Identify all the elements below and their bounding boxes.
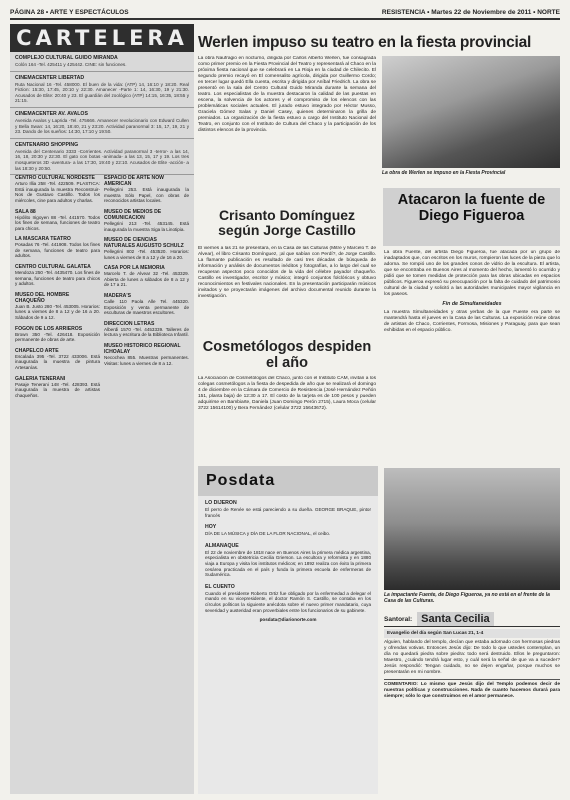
venue-text: Pellegrini 253. Está inaugurada la muestra Sólo Papel, con obras de reconocidos artistas locales. [104, 187, 189, 204]
figueroa-body-block [384, 250, 560, 464]
main-article-body: La obra Naufragio en nocturno, dirigida por Carlos Alberto Werlen, fue consagrada como primer premio en la Fiesta Provincial del Teatro y representará al Chaco en la próxima fiesta nacional que se celebrará en La Rioja en la ciudad de Chilecito. El segundo premio recayó en El comensalito agrícola, dirigida por Guillermo Cordo; en tercer lugar quedó Ella cuenta, escrita y dirigida por Aníbal Friedrich. La obra se presentó en la sala del Centro Cultural Guido Miranda durante la semana del teatro. Los especialistas de la muestra destacaron la calidad de las puestas en escena, la solvencia de los actores y el compromiso de los elencos con las problemáticas sociales actuales. El jurado estuvo integrado por Héctor Musso, Graciela Gómez Salas y Daniel Casey, quienes determinaron la grilla de premiados. La organización de la fiesta estuvo a cargo del Instituto Nacional del Teatro, en conjunto con el Instituto de Cultura del Chaco y la participación de los distintos elencos de la provincia. [198, 56, 376, 133]
gospel-reference: Evangelio del día según San Lucas 21, 1-4 [384, 629, 560, 638]
venue-text: Escalada 395 -Tel. 3722 433006. Está inaugurada la muestra de pintura Artesanías. [15, 353, 100, 370]
posdata-title: Posdata [198, 466, 378, 496]
posdata-box [198, 466, 378, 794]
venue-text: Hipólito Irigoyen 88 -Tel. 441570. Todos los fines de semana, funciones de teatro para chicos. [15, 214, 100, 231]
page-section-label: PÁGINA 28 • ARTE Y ESPECTÁCULOS [10, 8, 129, 16]
santoral-name: Santa Cecilia [417, 612, 493, 626]
cartelera-column [10, 24, 194, 794]
venue-item [15, 292, 100, 321]
cine-text: Avenida Avalos y Laprida -Tel. 475666. Amanecer revolucionario con Edward Cullen y Bella Swan: 14, 16:20, 18:40, 21 y 23:20. Actividad paranormal 3: 15, 17, 19, 21 y 23. Dando de los sueños: 14:30, 17:10 y 19:50. [15, 117, 189, 135]
venue-item [15, 348, 100, 371]
cine-name: CINEMACENTER LIBERTAD [15, 74, 85, 81]
crisanto-body: El viernes a las 21 se presentará, en la Casa de las Culturas (Mitre y Marcelo T. de Alvear), el libro Crisanto Domínguez, ¡al que sabían con Perdí?, de Jorge Castillo. La flamante publicación es resultado de casi tres décadas de búsqueda de información y análisis de documentos inéditos y fotografías, a lo largo del cual se recuperan aspectos poco conocidos de la vida del célebre payador chaqueño. Castillo es investigador, escritor y músico; integró conjuntos folclóricos y obtuvo reconocimientos en festivales nacionales. En la presentación participarán músicos invitados y se proyectarán imágenes del archivo documental reunido durante la investigación. [198, 246, 376, 299]
venue-item [104, 175, 189, 204]
venue-text: Pellegrini 213 -Tel. 453145. Está inaugurada la muestra Siga la Linotipia. [104, 220, 189, 232]
venue-text: Posadas 76 -Tel. 441908. Todos los fines de semana, funciones de teatro para adultos. [15, 242, 100, 259]
venue-text: Arturo Illia 258 -Tel. 422509. PLASTICA: Está inaugurada la muestra Reconstruir-Nos de Gustavo Castillo. Todos los miércoles, cine para adultos y charlas. [15, 181, 100, 203]
cine-text: Colón 164 -Tel. 425411 y 425442. CINE: sin funciones. [15, 62, 127, 67]
venue-text: Juan B. Justo 280 -Tel. 453005. Horarios: lunes a viernes de 8 a 12 y de 16 a 20. Sábados de 9 a 12. [15, 303, 100, 321]
venue-text: Alberdi 1570 -Tel. 4453339. Talleres de lectura y escritura de la Biblioteca Infantil. [104, 326, 189, 338]
venue-text: Mendoza 250 -Tel. 4435470. Los fines de semana, funciones de teatro para chicos y adultos. [15, 270, 100, 287]
cine-text: Ruta Nacional 16 -Tel. 458000. El buen de la vida: (ATP) 14, 16:10 y 18:20. Real Fiction: 15:30, 17:45, 20:10 y 22:30. Amanecer -Parte 1: 14, 16:30, 19 y 21:30. Acusados de Elite: 20:40 y 23. El guardián del zoológico (ATP) 14:15, 16:35, 18:55 y 21:15. [15, 81, 189, 104]
santoral-comment: COMENTARIO: Lo mismo que Jesús dijo del Templo podemos decir de nuestras políticas y construcciones. Nada de cuanto hacemos durará para siempre; sólo lo que construimos en el amor permanece. [384, 679, 560, 700]
venue-item [15, 326, 100, 343]
posdata-quote-section [198, 496, 378, 520]
venue-item [104, 321, 189, 338]
venues-right-column [102, 175, 191, 403]
posdata-email[interactable]: posdata@diarionorte.com [259, 617, 317, 623]
venue-text: Pellegrini 802 -Tel. 453520. Horarios: lunes a viernes de 8 a 12 y de 16 a 20. [104, 249, 189, 260]
venue-item [15, 236, 100, 259]
venue-name: LA MASCARA TEATRO [15, 236, 71, 243]
gospel-text: Alguien, hablando del templo, decían que estaba adornado con hermosas piedras y ofrendas votivas. Entonces Jesús dijo: De todo lo que ustedes contemplan, un día no quedará piedra sobre piedra: todo será destruido. Ellos le preguntaron: Maestro, ¿cuándo tendrá lugar esto, y cuál será la señal de que va a suceder? Jesús respondió: Tengan cuidado, no se dejen engañar, porque muchos se presentarán en mi nombre. [384, 640, 560, 675]
cosmetologos-headline: Cosmetólogos despiden el año [202, 339, 372, 371]
venue-name: MUSEO DEL HOMBRE CHAQUEÑO [15, 291, 70, 304]
cine-name: CINEMACENTER AV. AVALOS [15, 110, 88, 117]
cine-name: COMPLEJO CULTURAL GUIDO MIRANDA [15, 55, 118, 61]
venue-name: DIRECCION LETRAS [104, 320, 155, 327]
posdata-almanaque-text: El 22 de noviembre de 1818 nace en Buenos Aires la primera médica argentina, especialista en obstetricia Cecilia Grierson. La escultora y reformista y en 1880 viaja a Europa y visita los institutos médicos; en 1892 realiza con éxito la primera cesárea practicada en el país y funda la primera escuela de enfermeras de Sudamérica. [205, 549, 371, 578]
figueroa-headline: Atacaron la fuente de Diego Figueroa [397, 192, 546, 224]
cosmetologos-body: La Asociación de Cosmetólogos del Chaco, junto con el Instituto CAM, invitan a los colegas cosmetólogos a la fiesta de despedida de año que se realizará el domingo 4 de diciembre en la Cámara de Comercio de Resistencia (José Hernández Peñón 151, planta baja) de 12:30 a 17. El costo de la tarjeta es de 100 pesos y pueden adquirirse en Bambiarte, Daniela (Juan Domingo Perón 2715), Laura Moca (celular 3722 15614100) y Bera Fernández (celular 3722 15643672). [198, 376, 376, 411]
santoral-header [384, 612, 560, 627]
cine-name: CENTENARIO SHOPPING [15, 141, 79, 148]
page-date-label: RESISTENCIA • Martes 22 de Noviembre de 2011 • NORTE [381, 8, 560, 16]
figueroa-subhead: Fin de Simultaneidades [442, 301, 502, 307]
venue-item [15, 264, 100, 287]
venue-text: Marcelo T. de Alvear 32 -Tel. 453329. Abierta de lunes a sábados de 8 a 12 y de 17 a 21. [104, 271, 189, 288]
figueroa-body: La obra Fuente, del artista Diego Figueroa, fue atacada por un grupo de inadaptados que, con escritos en los muros, rompieron las luces de la pieza que lo adorna. Se rompió uno de los grandes conos de vidrio de la escultura. El artista, que se encontraba en Buenos Aires al momento del hecho, lamentó lo ocurrido y pidió que se tomen medidas de protección para las obras ubicadas en espacios públicos. Figueroa expresó su preocupación por la falta de cuidado del patrimonio cultural de la ciudad y solicitó a las autoridades municipales mayor vigilancia en los paseos. [384, 250, 560, 297]
posdata-hoy-text: DÍA DE LA MÚSICA y DÍA DE LA FLOR NACIONAL, el ceibo. [205, 531, 331, 537]
venue-name: MUSEO HISTORICO REGIONAL ICHOALAY [104, 343, 181, 356]
venue-item [104, 343, 189, 366]
figueroa-body-2: La muestra Simultaneidades y otras yerbas de la que Fuente era parte se mantendrá hasta el jueves en la Casa de las Culturas. La exposición reúne obras de artistas de Chaco, Corrientes, Formosa, Misiones y Paraguay, para que sean exhibidas en el espacio público. [384, 310, 560, 333]
venue-name: CHAPELCO ARTE [15, 347, 59, 354]
santoral-box [384, 612, 560, 794]
posdata-quote: El perro de Renée se está pareciendo a su dueña. GEORGE BRAQUE, pintor francés [205, 507, 371, 518]
crisanto-headline: Crisanto Domínguez según Jorge Castillo [218, 207, 356, 238]
venue-item [15, 209, 100, 232]
posdata-cuento-text: Cuando el presidente Roberto Ortiz fue obligado por la enfermedad a delegar el mando en su vicepresidente, el doctor Ramón S. Castillo, se contaba en los círculos políticos la siguiente anécdota sobre el nuevo primer mandatario, cuya severidad y austeridad eran proverbiales entre los funcionarios de su gabinete. [205, 590, 371, 613]
cine-listing [10, 52, 194, 72]
venue-text: Brown 350 -Tel. 426418. Exposición permanente de obras de arte. [15, 331, 100, 343]
page-header [10, 6, 560, 20]
posdata-hoy-label: HOY [205, 524, 217, 531]
main-article-headline: Werlen impuso su teatro en la fiesta provincial [198, 34, 532, 51]
venue-item [104, 237, 189, 260]
posdata-cuento-section [198, 580, 378, 615]
venue-item [15, 376, 100, 399]
venue-name: SALA 88 [15, 208, 36, 215]
venue-name: CASA POR LA MEMORIA [104, 265, 165, 272]
posdata-almanaque-label: ALMANAQUE [205, 542, 239, 549]
venue-name: FOGON DE LOS ARRIEROS [15, 325, 83, 332]
venue-item [104, 209, 189, 232]
venue-text: Pasaje Tenerani 148 -Tel. 428393. Está inaugurada la muestra de artistas chaqueños. [15, 381, 100, 398]
cine-listing [10, 139, 194, 175]
venue-text: Calle 110 Paola Alle Tel. 445320. Exposición y venta permanente de esculturas de maestros escultores. [104, 299, 189, 316]
venue-name: GALERIA TENERANI [15, 375, 66, 382]
main-article-photo [382, 56, 560, 168]
venue-name: MUSEO DE MEDIOS DE COMUNICACION [104, 208, 162, 221]
venues-left-column [13, 175, 102, 403]
venues-grid [10, 175, 194, 403]
posdata-almanaque-section [198, 539, 378, 580]
venue-name: CENTRO CULTURAL NORDESTE [15, 175, 95, 182]
venue-name: CENTRO CULTURAL GALATEA [15, 264, 91, 271]
figueroa-photo [384, 468, 560, 590]
santoral-label: Santoral: [384, 615, 413, 623]
venue-name: MUSEO DE CIENCIAS NATURALES AUGUSTO SCHULZ [104, 237, 184, 250]
posdata-hoy-section [198, 520, 378, 539]
venue-name: ESPACIO DE ARTE NOW AMERICAN [104, 175, 164, 188]
cine-text: Avenida del Centenario 3333 -Corrientes. Actividad paranormal 3 -terror- a las 14, 16, 18, 20:30 y 22:30. El gato con botas -animada- a las 13, 15, 17 y 19. Los tres mosqueteros 3D -aventura- a las 17:30, 19:40 y 22:10. Acusados de Elite -acción- a las 18:30 y 20:50. [15, 148, 189, 171]
venue-item [104, 265, 189, 288]
cartelera-title: CARTELERA [10, 24, 194, 52]
venue-text: Necochea 855. Muestras permanentes. Visitas: lunes a viernes de 8 a 12. [104, 355, 189, 366]
posdata-cuento-label: EL CUENTO [205, 583, 235, 590]
figueroa-headline-box [383, 188, 560, 246]
posdata-lo-dijeron-label: LO DIJERON [205, 500, 237, 506]
venue-item [104, 293, 189, 316]
venue-item [15, 175, 100, 203]
venue-name: MADERA'S [104, 293, 131, 300]
cine-listing [10, 72, 194, 108]
figueroa-photo-caption: La impactante Fuente, de Diego Figueroa, ya no está en el frente de la Casa de las Culturas. [384, 592, 550, 604]
cine-listing [10, 108, 194, 139]
main-article-photo-caption: La obra de Werlen se impuso en la Fiesta Provincial [382, 170, 506, 176]
